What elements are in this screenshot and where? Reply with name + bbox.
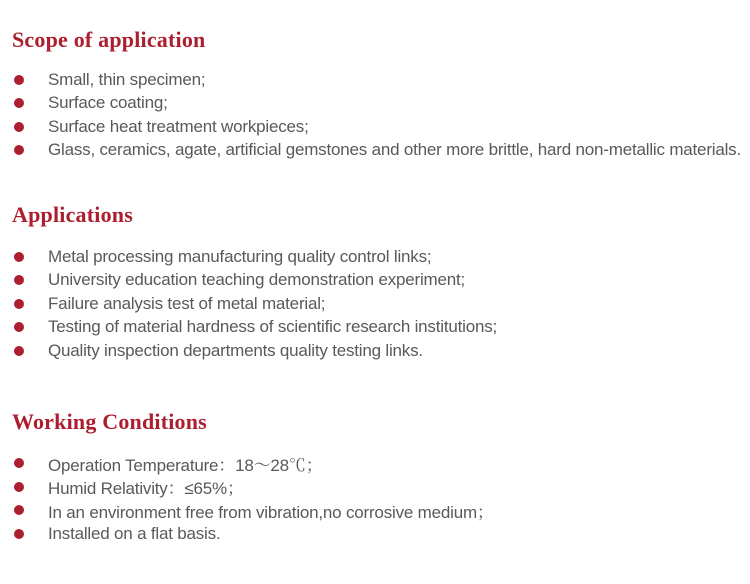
list-item-text: University education teaching demonstration experiment;: [48, 270, 466, 290]
list-item-text: In an environment free from vibration,no corrosive medium；: [48, 502, 494, 522]
bullet-icon: [14, 346, 24, 356]
list-item: [12, 316, 736, 340]
list-item: [12, 292, 736, 316]
list-item: [12, 475, 736, 499]
bullet-icon: [14, 98, 24, 108]
bullet-icon: [14, 75, 24, 85]
bullet-icon: [14, 458, 24, 468]
bullet-icon: [14, 482, 24, 492]
list-item-text: Glass, ceramics, agate, artificial gemstones and other more brittle, hard non-metallic materials.: [48, 140, 742, 160]
list-item-text: Small, thin specimen;: [48, 69, 206, 89]
section-title-working-conditions: Working Conditions: [12, 408, 207, 434]
section-title-applications: Applications: [12, 202, 133, 227]
working-conditions-bullet-list: [12, 452, 736, 546]
section-title-scope: Scope of application: [12, 27, 206, 52]
list-item-text: Installed on a flat basis.: [48, 523, 221, 543]
list-item: [12, 452, 736, 476]
list-item-text: Quality inspection departments quality testing links.: [48, 340, 423, 360]
list-item-text: Metal processing manufacturing quality control links;: [48, 246, 432, 266]
bullet-icon: [14, 505, 24, 515]
bullet-icon: [14, 275, 24, 285]
list-item: [12, 339, 736, 363]
list-item: [12, 139, 742, 163]
list-item-text: Surface heat treatment workpieces;: [48, 116, 309, 136]
list-item-text: Surface coating;: [48, 93, 168, 113]
bullet-icon: [14, 122, 24, 132]
list-item-text: Humid Relativity：≤65%；: [48, 479, 244, 499]
list-item: [12, 115, 736, 139]
section-scope-of-application: [12, 27, 742, 162]
section-applications: [12, 202, 736, 363]
list-item: [12, 68, 736, 92]
bullet-icon: [14, 145, 24, 155]
list-item-text: Failure analysis test of metal material;: [48, 293, 326, 313]
list-item: [12, 245, 736, 269]
list-item-text: Testing of material hardness of scientific research institutions;: [48, 317, 498, 337]
bullet-icon: [14, 529, 24, 539]
list-item-text: Operation Temperature：18～28℃；: [48, 455, 323, 475]
bullet-icon: [14, 299, 24, 309]
section-working-conditions: [12, 409, 736, 546]
bullet-icon: [14, 252, 24, 262]
list-item: [12, 499, 736, 523]
bullet-icon: [14, 322, 24, 332]
list-item: [12, 269, 736, 293]
applications-bullet-list: [12, 245, 736, 363]
list-item: [12, 92, 736, 116]
list-item: [12, 522, 736, 546]
scope-bullet-list: [12, 68, 742, 162]
